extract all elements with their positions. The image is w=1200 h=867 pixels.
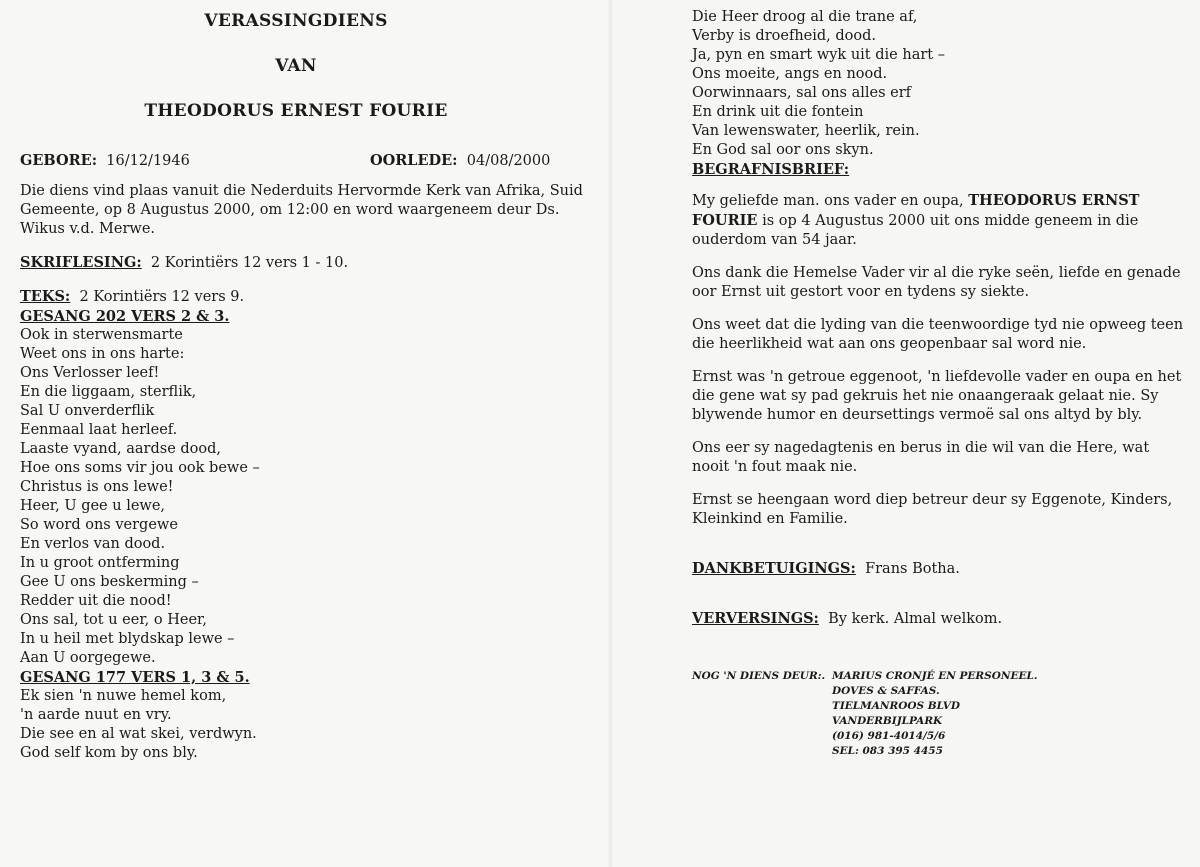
- sermon-text-label: TEKS:: [20, 288, 71, 305]
- verse-line: Ons Verlosser leef!: [20, 365, 160, 381]
- dates-row: [20, 151, 592, 170]
- refreshments-label: VERVERSINGS:: [692, 610, 819, 627]
- letter-paragraph-6: Ernst se heengaan word diep betreur deur sy Eggenote, Kinders, Kleinkind en Familie.: [692, 492, 1173, 527]
- verse-line: En drink uit die fontein: [692, 104, 864, 120]
- refreshments: [692, 609, 1186, 629]
- verse-line: En God sal oor ons skyn.: [692, 142, 874, 158]
- service-details: Die diens vind plaas vanuit die Nederduits Hervormde Kerk van Afrika, Suid Gemeente, op 8 Augustus 2000, om 12:00 en word waargeneem deur Ds. Wikus v.d. Merwe.: [20, 183, 583, 237]
- verse-line: Ja, pyn en smart wyk uit die hart –: [692, 47, 945, 63]
- funeral-letter-heading: BEGRAFNISBRIEF:: [692, 161, 850, 178]
- verse-line: Gee U ons beskerming –: [20, 574, 199, 590]
- verse-line: Eenmaal laat herleef.: [20, 422, 178, 438]
- sermon-text-value: 2 Korintiërs 12 vers 9.: [79, 289, 245, 305]
- verse-line: Sal U onverderflik: [20, 403, 155, 419]
- verse-line: Laaste vyand, aardse dood,: [20, 441, 222, 457]
- service-title: VERASSINGDIENS: [204, 11, 388, 31]
- verse-line: Ons moeite, angs en nood.: [692, 66, 888, 82]
- verse-line: Die Heer droog al die trane af,: [692, 9, 918, 25]
- title-of: VAN: [275, 56, 317, 76]
- verse-line: In u heil met blydskap lewe –: [20, 631, 235, 647]
- died-label: OORLEDE:: [370, 152, 458, 169]
- hymn-202-verse-3: [20, 497, 592, 668]
- letter-p1-end: is op 4 Augustus 2000 uit ons midde geneem in die ouderdom van 54 jaar.: [692, 213, 1139, 248]
- right-page: [612, 0, 1200, 867]
- born-label: GEBORE:: [20, 152, 98, 169]
- letter-paragraph-4: Ernst was 'n getroue eggenoot, 'n liefdevolle vader en oupa en het die gene wat sy pad gekruis het nie onaangeraak gelaat nie. Sy blywende humor en deursettings vermoë sal ons altyd by bly.: [692, 369, 1182, 423]
- verse-line: 'n aarde nuut en vry.: [20, 707, 172, 723]
- hymn-177-verse-1: [20, 687, 592, 763]
- verse-line: Aan U oorgegewe.: [20, 650, 156, 666]
- letter-paragraph-5: Ons eer sy nagedagtenis en berus in die wil van die Here, wat nooit 'n fout maak nie.: [692, 440, 1150, 475]
- scripture-reading: [20, 253, 592, 273]
- undertaker-label: NOG 'N DIENS DEUR:.: [692, 670, 826, 682]
- acknowledgements-text: Frans Botha.: [865, 561, 960, 577]
- verse-line: Heer, U gee u lewe,: [20, 498, 166, 514]
- verse-line: Ek sien 'n nuwe hemel kom,: [20, 688, 227, 704]
- verse-line: En die liggaam, sterflik,: [20, 384, 197, 400]
- hymn-177-verse-3: [692, 8, 1186, 84]
- died-date: 04/08/2000: [466, 153, 551, 169]
- died: [370, 151, 550, 171]
- undertaker-line: SEL: 083 395 4455: [832, 745, 943, 757]
- letter-paragraph-2: Ons dank die Hemelse Vader vir al die ryke seën, liefde en genade oor Ernst uit gestort voor en tydens sy siekte.: [692, 265, 1181, 300]
- hymn-177-heading: GESANG 177 VERS 1, 3 & 5.: [20, 669, 250, 686]
- letter-p1-name: THEODORUS ERNST FOURIE: [692, 192, 1140, 229]
- verse-line: Weet ons in ons harte:: [20, 346, 185, 362]
- verse-line: In u groot ontferming: [20, 555, 180, 571]
- verse-line: So word ons vergewe: [20, 517, 178, 533]
- refreshments-text: By kerk. Almal welkom.: [828, 611, 1003, 627]
- born: [20, 153, 190, 169]
- scripture-reading-label: SKRIFLESING:: [20, 254, 142, 271]
- deceased-name: THEODORUS ERNEST FOURIE: [144, 101, 448, 121]
- verse-line: Ons sal, tot u eer, o Heer,: [20, 612, 207, 628]
- verse-line: Hoe ons soms vir jou ook bewe –: [20, 460, 260, 476]
- acknowledgements-label: DANKBETUIGINGS:: [692, 560, 856, 577]
- verse-line: Van lewenswater, heerlik, rein.: [692, 123, 920, 139]
- undertaker-line: DOVES & SAFFAS.: [832, 685, 940, 697]
- undertaker-line: (016) 981-4014/5/6: [832, 730, 946, 742]
- verse-line: Redder uit die nood!: [20, 593, 172, 609]
- verse-line: Oorwinnaars, sal ons alles erf: [692, 85, 912, 101]
- hymn-177-verse-5: [692, 84, 1186, 160]
- verse-line: Ook in sterwensmarte: [20, 327, 183, 343]
- undertaker-address: [832, 669, 1186, 759]
- undertaker-line: MARIUS CRONJÉ EN PERSONEEL.: [832, 670, 1038, 682]
- scripture-reading-text: 2 Korintiërs 12 vers 1 - 10.: [150, 255, 349, 271]
- verse-line: Verby is droefheid, dood.: [692, 28, 877, 44]
- letter-paragraph-3: Ons weet dat die lyding van die teenwoordige tyd nie opweeg teen die heerlikheid wat aan ons geopenbaar sal word nie.: [692, 317, 1184, 352]
- sermon-text: [20, 287, 592, 307]
- undertaker-line: TIELMANROOS BLVD: [832, 700, 960, 712]
- letter-p1-start: My geliefde man. ons vader en oupa,: [692, 193, 969, 209]
- verse-line: Die see en al wat skei, verdwyn.: [20, 726, 257, 742]
- acknowledgements: [692, 559, 1186, 579]
- born-date: 16/12/1946: [106, 153, 190, 169]
- verse-line: En verlos van dood.: [20, 536, 166, 552]
- undertaker-block: [692, 669, 1186, 759]
- undertaker-line: VANDERBIJLPARK: [832, 715, 943, 727]
- verse-line: Christus is ons lewe!: [20, 479, 174, 495]
- verse-line: God self kom by ons bly.: [20, 745, 198, 761]
- hymn-202-verse-2: [20, 326, 592, 497]
- letter-paragraph-1: [692, 191, 1186, 250]
- hymn-202-heading: GESANG 202 VERS 2 & 3.: [20, 308, 230, 325]
